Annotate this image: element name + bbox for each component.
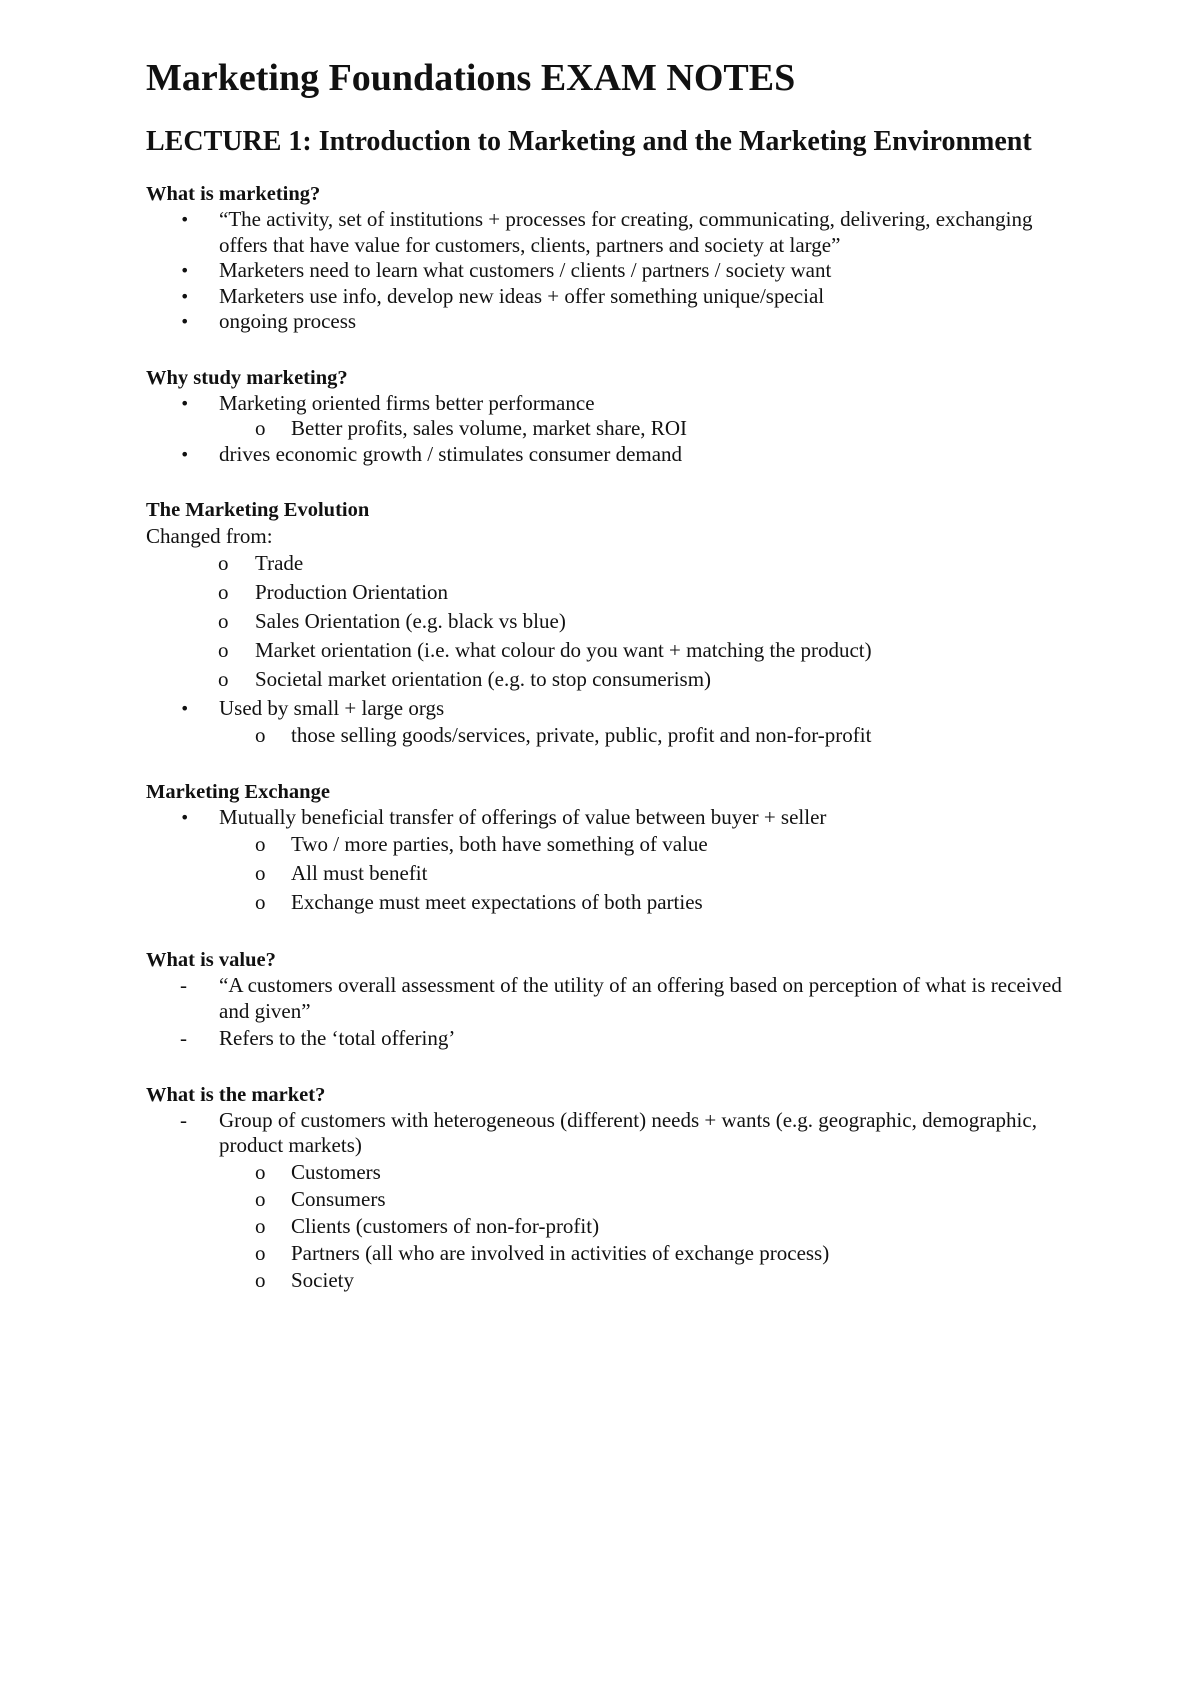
sub-list-item xyxy=(146,830,1066,859)
sub-list-item xyxy=(146,607,1066,636)
list-item-text: “A customers overall assessment of the utility of an offering based on perception of what is received and given” xyxy=(219,973,1062,1023)
lecture-title: LECTURE 1: Introduction to Marketing and the Marketing Environment xyxy=(146,126,1032,157)
sub-list-item xyxy=(146,1186,1066,1213)
list-item xyxy=(146,442,1066,468)
list-item-text: Marketers use info, develop new ideas + offer something unique/special xyxy=(219,283,825,308)
dash-bullet-icon: - xyxy=(180,973,187,997)
circle-bullet-icon: o xyxy=(218,638,229,662)
circle-bullet-icon: o xyxy=(255,890,266,914)
list-item-text: Exchange must meet expectations of both parties xyxy=(291,890,703,914)
list-item xyxy=(146,973,1066,1024)
bullet-icon: • xyxy=(180,210,190,229)
list-item-text: Sales Orientation (e.g. black vs blue) xyxy=(255,609,566,633)
section-heading: What is value? xyxy=(146,949,276,971)
list-item-text: Society xyxy=(291,1267,354,1292)
list-item xyxy=(146,694,1066,723)
bullet-list xyxy=(146,549,1066,749)
circle-bullet-icon: o xyxy=(218,609,229,633)
bullet-list xyxy=(146,805,1066,918)
list-item-text: Used by small + large orgs xyxy=(219,696,445,720)
bullet-icon: • xyxy=(180,393,190,413)
list-item-text: Better profits, sales volume, market share, ROI xyxy=(291,416,687,440)
list-item-text: Clients (customers of non-for-profit) xyxy=(291,1213,600,1238)
bullet-list xyxy=(146,207,1066,335)
circle-bullet-icon: o xyxy=(218,551,229,575)
section-heading: The Marketing Evolution xyxy=(146,499,370,521)
circle-bullet-icon: o xyxy=(255,1159,266,1184)
dash-list xyxy=(146,1108,1066,1294)
sub-list-item xyxy=(146,578,1066,607)
list-item-text: Consumers xyxy=(291,1186,386,1211)
bullet-list xyxy=(146,391,1066,468)
circle-bullet-icon: o xyxy=(255,416,266,440)
sub-list-item xyxy=(146,723,1066,749)
list-item xyxy=(146,1026,1066,1052)
dash-bullet-icon: - xyxy=(180,1026,187,1050)
list-item-text: Group of customers with heterogeneous (different) needs + wants (e.g. geographic, demographic, product markets) xyxy=(219,1107,1037,1157)
sub-list-item xyxy=(146,665,1066,694)
list-item-text: Customers xyxy=(291,1159,381,1184)
circle-bullet-icon: o xyxy=(255,1240,266,1265)
circle-bullet-icon: o xyxy=(255,723,266,747)
document-title: Marketing Foundations EXAM NOTES xyxy=(146,57,796,99)
list-item-text: those selling goods/services, private, public, profit and non-for-profit xyxy=(291,723,872,747)
list-item-text: Market orientation (i.e. what colour do you want + matching the product) xyxy=(255,638,872,662)
bullet-icon: • xyxy=(180,286,190,306)
list-item xyxy=(146,391,1066,417)
list-item xyxy=(146,1108,1066,1159)
list-item-text: Societal market orientation (e.g. to stop consumerism) xyxy=(255,667,712,691)
sub-list-item xyxy=(146,888,1066,917)
bullet-icon: • xyxy=(180,699,190,718)
section-what-is-marketing xyxy=(146,181,1066,335)
section-heading: Marketing Exchange xyxy=(146,780,330,803)
list-item-text: Partners (all who are involved in activities of exchange process) xyxy=(291,1240,830,1265)
list-item-text: drives economic growth / stimulates consumer demand xyxy=(219,441,683,466)
sub-list-item xyxy=(146,1159,1066,1186)
circle-bullet-icon: o xyxy=(255,832,266,856)
sub-list-item xyxy=(146,859,1066,888)
bullet-icon: • xyxy=(180,444,190,464)
section-marketing-evolution xyxy=(146,497,1066,749)
list-item-text: Mutually beneficial transfer of offerings of value between buyer + seller xyxy=(219,804,827,829)
circle-bullet-icon: o xyxy=(255,1213,266,1238)
sub-list-item xyxy=(146,416,1066,442)
list-item-text: Marketers need to learn what customers / clients / partners / society want xyxy=(219,258,832,282)
list-item-text: ongoing process xyxy=(219,309,357,333)
section-heading: Why study marketing? xyxy=(146,366,348,389)
section-heading: What is the market? xyxy=(146,1083,326,1106)
sub-list-item xyxy=(146,636,1066,665)
list-item xyxy=(146,258,1066,284)
section-why-study-marketing xyxy=(146,365,1066,468)
bullet-icon: • xyxy=(180,261,190,280)
list-item-text: Trade xyxy=(255,551,304,575)
list-item-text: Two / more parties, both have something of value xyxy=(291,832,708,856)
list-item xyxy=(146,309,1066,335)
list-item-text: Marketing oriented firms better performance xyxy=(219,390,595,415)
section-what-is-the-market xyxy=(146,1082,1066,1294)
sub-list-item xyxy=(146,549,1066,578)
sub-list-item xyxy=(146,1240,1066,1267)
circle-bullet-icon: o xyxy=(255,1186,266,1211)
circle-bullet-icon: o xyxy=(218,580,229,604)
circle-bullet-icon: o xyxy=(218,667,229,691)
list-item-text: Refers to the ‘total offering’ xyxy=(219,1026,456,1050)
list-item-text: All must benefit xyxy=(291,861,428,885)
document-page xyxy=(146,52,1066,1324)
intro-text: Changed from: xyxy=(146,524,273,548)
dash-list xyxy=(146,973,1066,1052)
list-item xyxy=(146,284,1066,310)
bullet-icon: • xyxy=(180,312,190,331)
bullet-icon: • xyxy=(180,807,190,827)
list-item-text: Production Orientation xyxy=(255,580,449,604)
section-marketing-exchange xyxy=(146,779,1066,918)
sub-list-item xyxy=(146,1267,1066,1294)
list-item xyxy=(146,805,1066,831)
section-heading: What is marketing? xyxy=(146,183,321,205)
sub-list-item xyxy=(146,1213,1066,1240)
dash-bullet-icon: - xyxy=(180,1107,187,1132)
circle-bullet-icon: o xyxy=(255,1267,266,1292)
list-item-text: “The activity, set of institutions + processes for creating, communicating, delivering, exchanging offers that have value for customers, clients, partners and society at large” xyxy=(219,207,1033,257)
list-item xyxy=(146,207,1066,258)
circle-bullet-icon: o xyxy=(255,861,266,885)
section-what-is-value xyxy=(146,947,1066,1052)
